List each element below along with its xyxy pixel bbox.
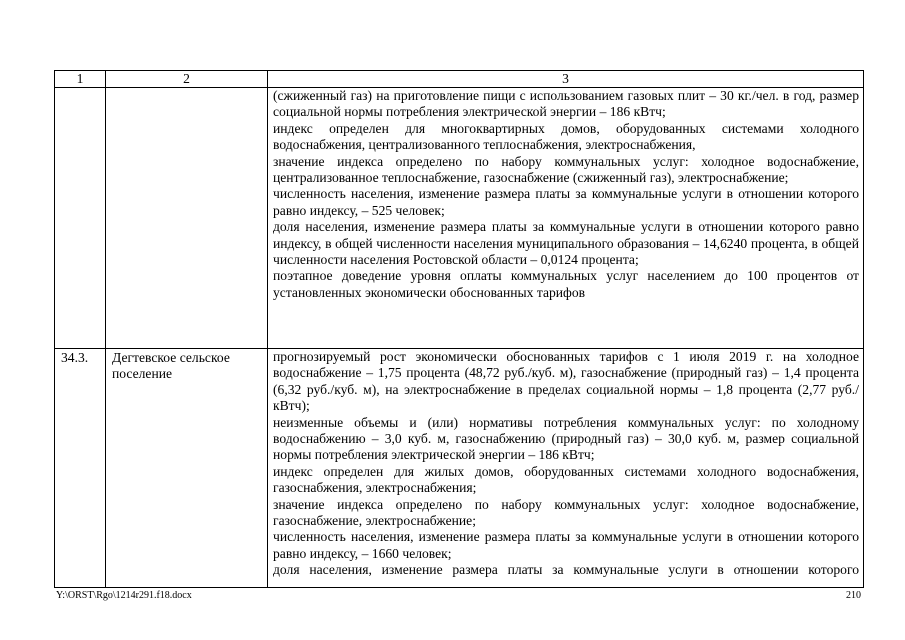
description-paragraph: значение индекса определено по набору коммунальных услуг: холодное водоснабжение, централизованное теплоснабжение, газоснабжение (сжиженный газ), электроснабжение; bbox=[273, 153, 859, 186]
table-row bbox=[55, 349, 864, 588]
description-paragraph: поэтапное доведение уровня оплаты коммунальных услуг населением до 100 процентов от установленных экономически обоснованных тарифов bbox=[273, 268, 859, 300]
description-paragraph: индекс определен для многоквартирных домов, оборудованных системами холодного водоснабжения, централизованного теплоснабжения, электроснабжения, bbox=[273, 120, 859, 153]
description-paragraph: прогнозируемый рост экономически обоснованных тарифов с 1 июля 2019 г. на холодное водоснабжение – 1,75 процента (48,72 руб./куб. м), газоснабжение (природный газ) – 1,4 процента (6,32 руб./куб. м), на электроснабжение в пределах социальной нормы – 1,8 процента (2,77 руб./кВтч); bbox=[273, 349, 859, 414]
description-paragraph: значение индекса определено по набору коммунальных услуг: холодное водоснабжение, газоснабжение, электроснабжение; bbox=[273, 496, 859, 529]
description-paragraph: неизменные объемы и (или) нормативы потребления коммунальных услуг: по холодному водоснабжению – 3,0 куб. м, газоснабжению (природный газ) – 30,0 куб. м, размер социальной нормы потребления электрической энергии – 186 кВтч; bbox=[273, 414, 859, 463]
column-header-1: 1 bbox=[55, 71, 106, 88]
description-paragraph: доля населения, изменение размера платы за коммунальные услуги в отношении которого bbox=[273, 562, 859, 578]
table-row bbox=[55, 88, 864, 349]
row-number-cell bbox=[55, 88, 106, 349]
footer-file-path: Y:\ORST\Rgo\1214r291.f18.docx bbox=[56, 590, 192, 601]
column-header-3: 3 bbox=[268, 71, 864, 88]
description-cell bbox=[268, 88, 864, 349]
municipality-name-cell bbox=[106, 88, 268, 349]
column-header-2: 2 bbox=[106, 71, 268, 88]
table-header-row bbox=[55, 71, 864, 88]
description-paragraph: численность населения, изменение размера платы за коммунальные услуги в отношении которого равно индексу, – 1660 человек; bbox=[273, 529, 859, 561]
description-paragraph: индекс определен для жилых домов, оборудованных системами холодного водоснабжения, газоснабжения, электроснабжения; bbox=[273, 463, 859, 496]
description-paragraph: (сжиженный газ) на приготовление пищи с использованием газовых плит – 30 кг./чел. в год, размер социальной нормы потребления электрической энергии – 186 кВтч; bbox=[273, 88, 859, 120]
row-number-cell: 34.3. bbox=[55, 349, 106, 588]
municipality-name-cell: Дегтевское сельское поселение bbox=[106, 349, 268, 588]
document-table bbox=[54, 70, 864, 588]
footer-page-number: 210 bbox=[846, 590, 861, 601]
description-cell bbox=[268, 349, 864, 588]
description-paragraph: численность населения, изменение размера платы за коммунальные услуги в отношении которого равно индексу, – 525 человек; bbox=[273, 186, 859, 218]
description-paragraph: доля населения, изменение размера платы за коммунальные услуги в отношении которого равно индексу, в общей численности населения муниципального образования – 14,6240 процента, в общей численности населения Ростовской области – 0,0124 процента; bbox=[273, 219, 859, 268]
